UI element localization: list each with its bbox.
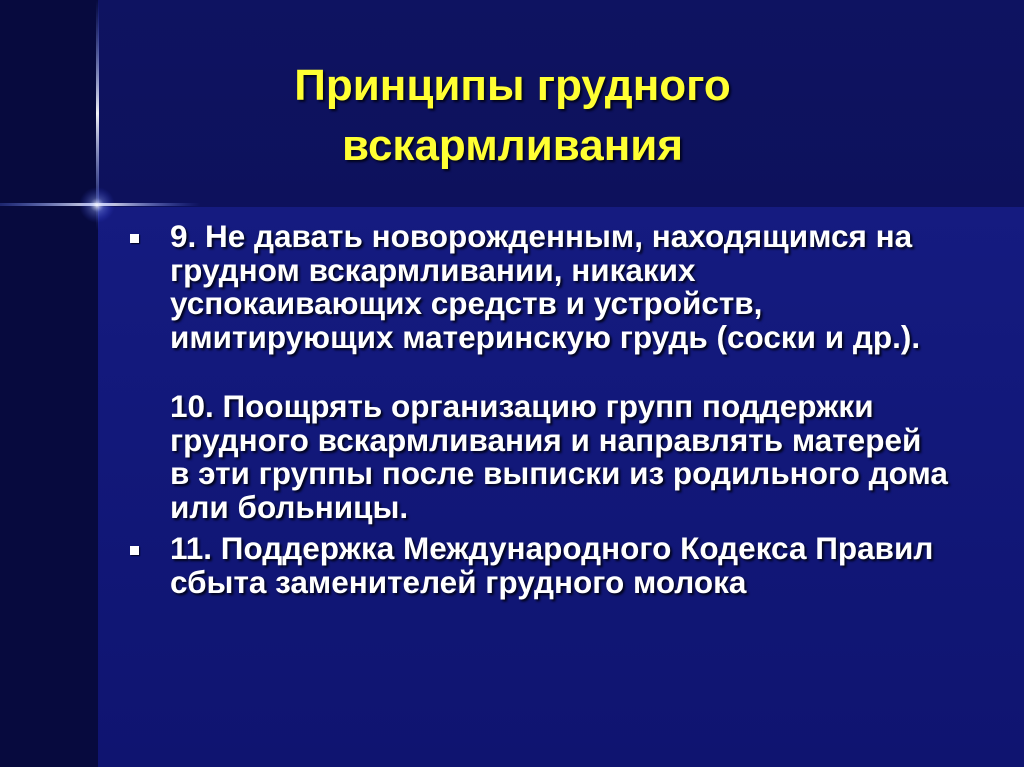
bullet-paragraph: 11. Поддержка Международного Кодекса Правил сбыта заменителей грудного молока	[170, 530, 934, 600]
square-bullet-icon	[130, 546, 139, 555]
bullet-paragraph: 9. Не давать новорожденным, находящимся на грудном вскармливании, никаких успокаивающих средств и устройств, имитирующих материнскую грудь (соски и др.).	[170, 218, 921, 355]
bullet-item-11	[128, 532, 948, 599]
square-bullet-icon	[130, 234, 139, 243]
bullet-item-9-10	[128, 220, 948, 524]
left-decorative-band	[0, 0, 98, 767]
bullet-paragraph: 10. Поощрять организацию групп поддержки грудного вскармливания и направлять матерей в эти группы после выписки из родильного дома или больницы.	[170, 388, 948, 525]
slide-title: Принципы грудного вскармливания	[294, 61, 731, 170]
bullet-list	[128, 220, 948, 599]
